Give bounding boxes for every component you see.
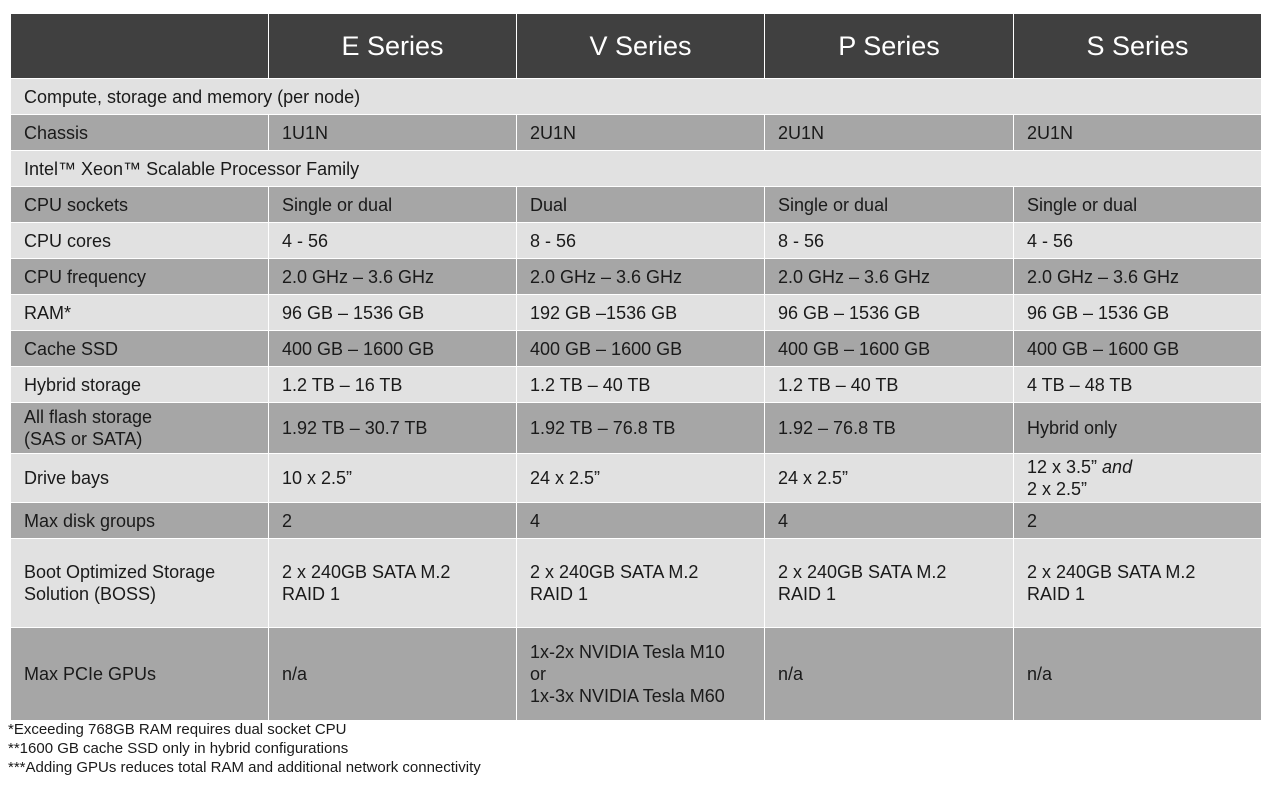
cell-line: 400 GB – 1600 GB xyxy=(1027,338,1180,359)
cell-line: 2 x 240GB SATA M.2 xyxy=(282,562,451,582)
cell-line: Boot Optimized Storage xyxy=(24,562,216,582)
table-cell xyxy=(765,454,1014,503)
cell-line: 24 x 2.5” xyxy=(778,468,849,488)
row-label xyxy=(11,503,269,539)
table-row-chassis xyxy=(11,115,1262,151)
cell-line: 1.2 TB – 40 TB xyxy=(530,374,651,395)
table-cell xyxy=(765,331,1014,367)
cell-line: 192 GB –1536 GB xyxy=(530,302,678,323)
cell-line: 2.0 GHz – 3.6 GHz xyxy=(530,266,683,287)
table-cell xyxy=(765,259,1014,295)
cell-line: Hybrid only xyxy=(1027,418,1118,438)
row-label xyxy=(11,187,269,223)
table-cell: 2U1N xyxy=(517,115,765,151)
table-cell xyxy=(1014,187,1262,223)
cell-line: CPU cores xyxy=(24,230,112,251)
section-title: Compute, storage and memory (per node) xyxy=(11,79,1262,115)
cell-line: 1.2 TB – 40 TB xyxy=(778,374,899,395)
table-cell: 2U1N xyxy=(1014,115,1262,151)
table-cell xyxy=(1014,331,1262,367)
cell-line: 2 xyxy=(282,510,293,531)
cell-line: 2.0 GHz – 3.6 GHz xyxy=(1027,266,1180,287)
table-cell xyxy=(517,403,765,454)
cell-line: 1.92 TB – 76.8 TB xyxy=(530,418,676,438)
table-cell: 2U1N xyxy=(765,115,1014,151)
row-label xyxy=(11,454,269,503)
and-connector: and xyxy=(1102,457,1133,477)
table-cell xyxy=(1014,223,1262,259)
cell-line: RAM* xyxy=(24,302,72,323)
cell-line: 1.92 – 76.8 TB xyxy=(778,418,896,438)
cell-line: 8 - 56 xyxy=(530,230,577,251)
table-cell xyxy=(517,295,765,331)
column-header-v-series: V Series xyxy=(517,14,765,79)
table-cell xyxy=(765,295,1014,331)
processor-family-label: Intel™ Xeon™ Scalable Processor Family xyxy=(11,151,1262,187)
cell-line: 2 x 240GB SATA M.2 xyxy=(1027,562,1196,582)
table-cell xyxy=(1014,539,1262,628)
table-cell xyxy=(765,628,1014,721)
table-cell xyxy=(765,539,1014,628)
table-cell xyxy=(765,503,1014,539)
table-cell xyxy=(517,503,765,539)
table-cell xyxy=(269,331,517,367)
spec-rows xyxy=(11,187,1262,721)
row-label xyxy=(11,628,269,721)
table-cell: 1U1N xyxy=(269,115,517,151)
table-cell xyxy=(517,628,765,721)
table-cell xyxy=(517,187,765,223)
table-cell xyxy=(765,403,1014,454)
cell-line: RAID 1 xyxy=(1027,584,1086,604)
spec-comparison-table xyxy=(10,13,1262,721)
table-cell xyxy=(765,223,1014,259)
table-row xyxy=(11,223,1262,259)
column-header-e-series: E Series xyxy=(269,14,517,79)
cell-line: 2 x 240GB SATA M.2 xyxy=(778,562,947,582)
table-cell xyxy=(269,539,517,628)
table-cell xyxy=(1014,403,1262,454)
cell-line: 10 x 2.5” xyxy=(282,468,353,488)
column-header-p-series: P Series xyxy=(765,14,1014,79)
cell-line: Cache SSD xyxy=(24,338,119,359)
cell-line: CPU sockets xyxy=(24,194,129,215)
row-label xyxy=(11,403,269,454)
footnote: ***Adding GPUs reduces total RAM and additional network connectivity xyxy=(8,759,481,776)
footnote: *Exceeding 768GB RAM requires dual socket CPU xyxy=(8,721,347,738)
row-label xyxy=(11,223,269,259)
cell-line: 4 - 56 xyxy=(282,230,329,251)
cell-line: 4 xyxy=(778,510,789,531)
table-cell xyxy=(765,187,1014,223)
table-cell xyxy=(269,503,517,539)
cell-line: 2 xyxy=(1027,510,1038,531)
table-row xyxy=(11,187,1262,223)
table-row xyxy=(11,539,1262,628)
row-label xyxy=(11,295,269,331)
table-cell xyxy=(517,223,765,259)
table-cell xyxy=(269,295,517,331)
table-cell xyxy=(269,454,517,503)
table-cell xyxy=(765,367,1014,403)
row-label: Chassis xyxy=(11,115,269,151)
table-row xyxy=(11,295,1262,331)
table-cell xyxy=(269,403,517,454)
cell-line: 12 x 3.5” xyxy=(1027,457,1098,477)
footnote: **1600 GB cache SSD only in hybrid configurations xyxy=(8,740,349,757)
cell-line: 400 GB – 1600 GB xyxy=(282,338,435,359)
table-row xyxy=(11,628,1262,721)
cell-line: 2.0 GHz – 3.6 GHz xyxy=(778,266,931,287)
header-corner xyxy=(11,14,269,79)
cell-line: or xyxy=(530,664,547,684)
cell-line: 400 GB – 1600 GB xyxy=(778,338,931,359)
cell-line: 2 x 240GB SATA M.2 xyxy=(530,562,699,582)
cell-line: RAID 1 xyxy=(282,584,341,604)
table-cell xyxy=(269,367,517,403)
cell-line: 96 GB – 1536 GB xyxy=(282,302,425,323)
cell-line: Max disk groups xyxy=(24,510,156,531)
cell-line: 1x-3x NVIDIA Tesla M60 xyxy=(530,686,725,706)
cell-line: 1.92 TB – 30.7 TB xyxy=(282,418,428,438)
row-label xyxy=(11,259,269,295)
table-cell xyxy=(269,223,517,259)
cell-line: 400 GB – 1600 GB xyxy=(530,338,683,359)
cell-line: Max PCIe GPUs xyxy=(24,664,157,684)
cell-line: 1x-2x NVIDIA Tesla M10 xyxy=(530,642,725,662)
table-cell xyxy=(269,628,517,721)
cell-line: (SAS or SATA) xyxy=(24,429,143,449)
table-cell xyxy=(1014,454,1262,503)
cell-line: All flash storage xyxy=(24,407,153,427)
table-row xyxy=(11,454,1262,503)
table-row xyxy=(11,367,1262,403)
table-cell xyxy=(517,259,765,295)
table-row xyxy=(11,331,1262,367)
column-header-s-series: S Series xyxy=(1014,14,1262,79)
cell-line: 4 xyxy=(530,510,541,531)
table-cell xyxy=(1014,367,1262,403)
cell-line: Single or dual xyxy=(778,194,889,215)
table-row xyxy=(11,503,1262,539)
subsection-row xyxy=(11,151,1262,187)
table-cell xyxy=(517,454,765,503)
table-cell xyxy=(1014,259,1262,295)
cell-line: Dual xyxy=(530,194,568,215)
cell-line: 1.2 TB – 16 TB xyxy=(282,374,403,395)
table-cell xyxy=(517,367,765,403)
cell-line: 96 GB – 1536 GB xyxy=(778,302,921,323)
table-cell xyxy=(1014,503,1262,539)
row-label xyxy=(11,331,269,367)
cell-line: Hybrid storage xyxy=(24,374,142,395)
table-cell xyxy=(517,331,765,367)
cell-line: Solution (BOSS) xyxy=(24,584,157,604)
cell-line: CPU frequency xyxy=(24,266,147,287)
cell-line: RAID 1 xyxy=(530,584,589,604)
row-label xyxy=(11,539,269,628)
footnotes xyxy=(8,720,481,777)
cell-line: 2 x 2.5” xyxy=(1027,479,1088,499)
table-row xyxy=(11,403,1262,454)
table-cell xyxy=(1014,295,1262,331)
cell-line: Single or dual xyxy=(282,194,393,215)
cell-line: 4 TB – 48 TB xyxy=(1027,374,1133,395)
table-cell xyxy=(1014,628,1262,721)
cell-line: 2.0 GHz – 3.6 GHz xyxy=(282,266,435,287)
table-cell xyxy=(269,259,517,295)
cell-line: Single or dual xyxy=(1027,194,1138,215)
table-cell xyxy=(269,187,517,223)
cell-line: RAID 1 xyxy=(778,584,837,604)
row-label xyxy=(11,367,269,403)
cell-line: n/a xyxy=(282,664,308,684)
cell-line: n/a xyxy=(1027,664,1053,684)
table-cell xyxy=(517,539,765,628)
table-row xyxy=(11,259,1262,295)
cell-line: 4 - 56 xyxy=(1027,230,1074,251)
header-row xyxy=(11,14,1262,79)
cell-line: n/a xyxy=(778,664,804,684)
cell-line: 96 GB – 1536 GB xyxy=(1027,302,1170,323)
cell-line: Drive bays xyxy=(24,468,110,488)
section-row xyxy=(11,79,1262,115)
cell-line: 8 - 56 xyxy=(778,230,825,251)
cell-line: 24 x 2.5” xyxy=(530,468,601,488)
